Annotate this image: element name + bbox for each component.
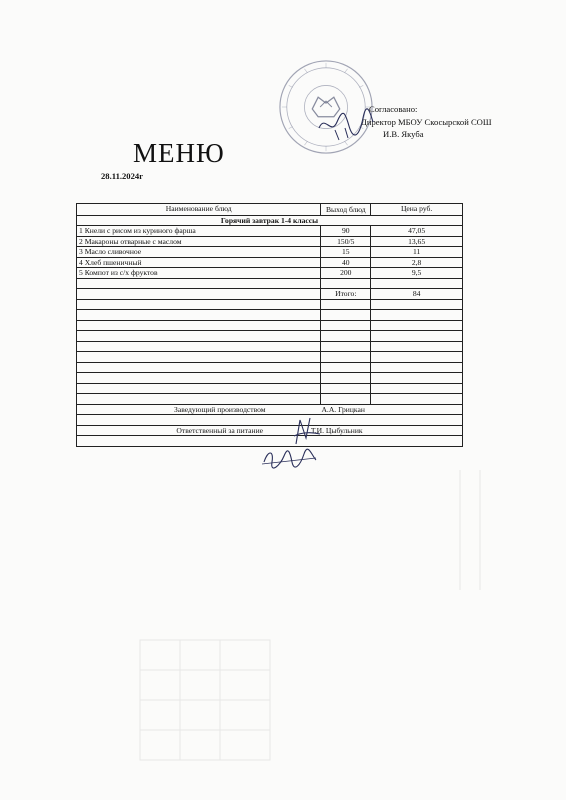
approval-label: Согласовано: bbox=[369, 104, 418, 114]
page-title: МЕНЮ bbox=[133, 138, 225, 168]
responsible-name: Т.И. Цыбульник bbox=[310, 425, 363, 435]
empty-row bbox=[77, 373, 463, 384]
empty-row bbox=[77, 352, 463, 363]
empty-row bbox=[77, 299, 463, 310]
table-row bbox=[77, 226, 463, 237]
dish-price: 9,5 bbox=[371, 268, 463, 279]
empty-row bbox=[77, 320, 463, 331]
head-title: Заведующий производством bbox=[174, 404, 266, 414]
signature-row-responsible bbox=[77, 425, 463, 436]
head-name: А.А. Грицкан bbox=[321, 404, 365, 414]
dish-output: 40 bbox=[321, 257, 371, 268]
table-row bbox=[77, 268, 463, 279]
responsible-title: Ответственный за питание bbox=[176, 425, 264, 435]
table-row bbox=[77, 236, 463, 247]
total-value: 84 bbox=[371, 289, 463, 300]
responsible-signature bbox=[260, 448, 318, 470]
empty-row bbox=[77, 341, 463, 352]
section-label: Горячий завтрак 1-4 классы bbox=[77, 215, 463, 226]
menu-table bbox=[76, 203, 463, 447]
total-row bbox=[77, 289, 463, 300]
dish-output: 15 bbox=[321, 247, 371, 258]
dish-name: 1 Кнели с рисом из куриного фарша bbox=[77, 226, 321, 237]
table-header-row bbox=[77, 204, 463, 216]
bleed-through-marks bbox=[120, 470, 500, 770]
approval-block bbox=[361, 103, 492, 141]
dish-name: 5 Компот из с/х фруктов bbox=[77, 268, 321, 279]
table-row bbox=[77, 247, 463, 258]
dish-output: 200 bbox=[321, 268, 371, 279]
dish-price: 11 bbox=[371, 247, 463, 258]
signature-row-head bbox=[77, 404, 463, 415]
dish-name: 2 Макароны отварные с маслом bbox=[77, 236, 321, 247]
empty-row bbox=[77, 362, 463, 373]
header-name: Наименование блюд bbox=[77, 204, 321, 216]
director-signature bbox=[315, 108, 375, 142]
menu-date: 28.11.2024г bbox=[101, 171, 144, 181]
empty-row bbox=[77, 394, 463, 405]
empty-row bbox=[77, 436, 463, 447]
dish-output: 150/5 bbox=[321, 236, 371, 247]
dish-price: 2,8 bbox=[371, 257, 463, 268]
dish-name: 4 Хлеб пшеничный bbox=[77, 257, 321, 268]
header-price: Цена руб. bbox=[371, 204, 463, 216]
dish-price: 13,65 bbox=[371, 236, 463, 247]
empty-row bbox=[77, 383, 463, 394]
header-output: Выход блюд bbox=[321, 204, 371, 216]
total-label: Итого: bbox=[321, 289, 371, 300]
empty-row bbox=[77, 331, 463, 342]
empty-row bbox=[77, 310, 463, 321]
empty-row bbox=[77, 415, 463, 426]
section-row bbox=[77, 215, 463, 226]
approval-name: И.В. Якуба bbox=[383, 129, 424, 139]
dish-output: 90 bbox=[321, 226, 371, 237]
approval-position: Директор МБОУ Скосырской СОШ bbox=[361, 116, 492, 127]
dish-price: 47,05 bbox=[371, 226, 463, 237]
empty-row bbox=[77, 278, 463, 289]
dish-name: 3 Масло сливочное bbox=[77, 247, 321, 258]
table-row bbox=[77, 257, 463, 268]
production-head-signature bbox=[290, 414, 324, 448]
